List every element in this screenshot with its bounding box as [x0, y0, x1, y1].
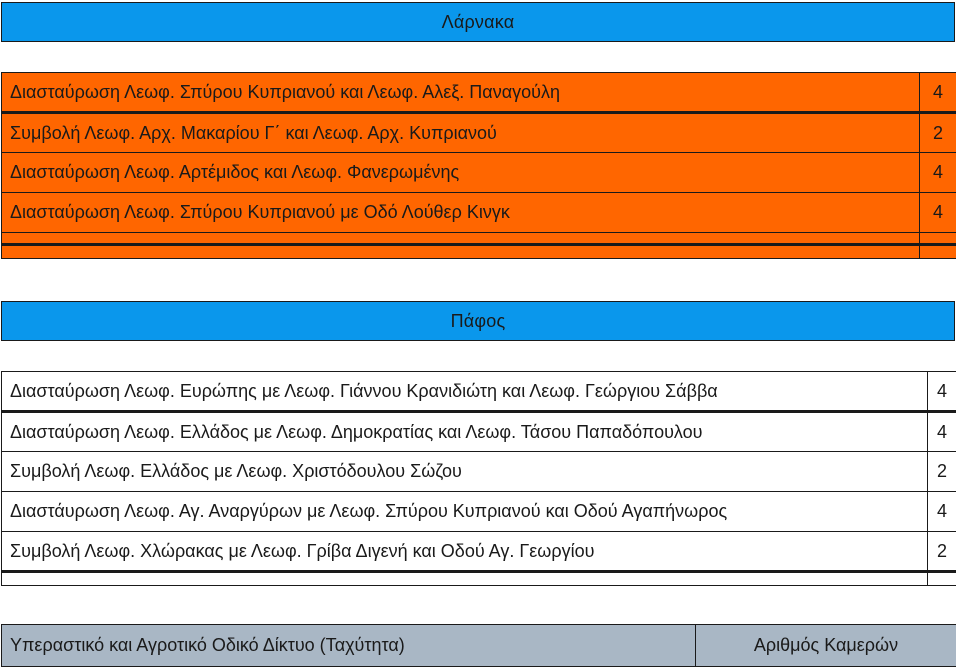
table-row [2, 492, 956, 532]
location-cell: Διασταύρωση Λεωφ. Σπύρου Κυπριανού με Οδό Λούθερ Κινγκ [2, 193, 920, 233]
city-title: Λάρνακα [441, 11, 515, 32]
empty-row [2, 233, 956, 245]
empty-cell [928, 572, 956, 586]
table-row [2, 153, 956, 193]
camera-count-cell: 4 [920, 73, 956, 113]
location-cell: Διασταύρωση Λεωφ. Ελλάδος με Λεωφ. Δημοκρατίας και Λεωφ. Τάσου Παπαδόπουλου [2, 412, 928, 452]
table-row [2, 73, 956, 113]
camera-count-cell: 4 [928, 372, 956, 412]
location-cell: Διασταύρωση Λεωφ. Ευρώπης με Λεωφ. Γιάννου Κρανιδιώτη και Λεωφ. Γεώργιου Σάββα [2, 372, 928, 412]
location-cell: Συμβολή Λεωφ. Χλώρακας με Λεωφ. Γρίβα Διγενή και Οδού Αγ. Γεωργίου [2, 532, 928, 572]
table-row [2, 372, 956, 412]
city-title: Πάφος [450, 310, 506, 331]
empty-row [2, 572, 956, 586]
camera-count-cell: 4 [920, 193, 956, 233]
camera-count-cell: 4 [928, 412, 956, 452]
interurban-title: Υπεραστικό και Αγροτικό Οδικό Δίκτυο (Ταχύτητα) [2, 625, 696, 667]
camera-count-cell: 2 [928, 452, 956, 492]
camera-count-header: Αριθμός Καμερών [696, 625, 956, 667]
empty-row [2, 245, 956, 259]
location-cell: Διασταύρωση Λεωφ. Σπύρου Κυπριανού και Λεωφ. Αλεξ. Παναγούλη [2, 73, 920, 113]
camera-table-larnaca [1, 72, 956, 259]
table-header-row [2, 625, 956, 667]
table-row [2, 193, 956, 233]
camera-count-cell: 2 [920, 113, 956, 153]
interurban-header-table [1, 624, 956, 667]
location-cell: Διαστάυρωση Λεωφ. Αγ. Αναργύρων με Λεωφ. Σπύρου Κυπριανού και Οδού Αγαπήνωρος [2, 492, 928, 532]
location-cell: Συμβολή Λεωφ. Αρχ. Μακαρίου Γ΄ και Λεωφ. Αρχ. Κυπριανού [2, 113, 920, 153]
empty-cell [2, 245, 920, 259]
location-cell: Διασταύρωση Λεωφ. Αρτέμιδος και Λεωφ. Φανερωμένης [2, 153, 920, 193]
camera-table-paphos [1, 371, 956, 586]
camera-count-cell: 4 [920, 153, 956, 193]
location-cell: Συμβολή Λεωφ. Ελλάδος με Λεωφ. Χριστόδουλου Σώζου [2, 452, 928, 492]
empty-cell [920, 233, 956, 245]
table-row [2, 412, 956, 452]
empty-cell [2, 233, 920, 245]
empty-cell [2, 572, 928, 586]
city-header-paphos [1, 301, 955, 341]
table-row [2, 532, 956, 572]
city-header-larnaca [1, 2, 955, 42]
table-row [2, 452, 956, 492]
camera-count-cell: 4 [928, 492, 956, 532]
camera-count-cell: 2 [928, 532, 956, 572]
empty-cell [920, 245, 956, 259]
table-row [2, 113, 956, 153]
